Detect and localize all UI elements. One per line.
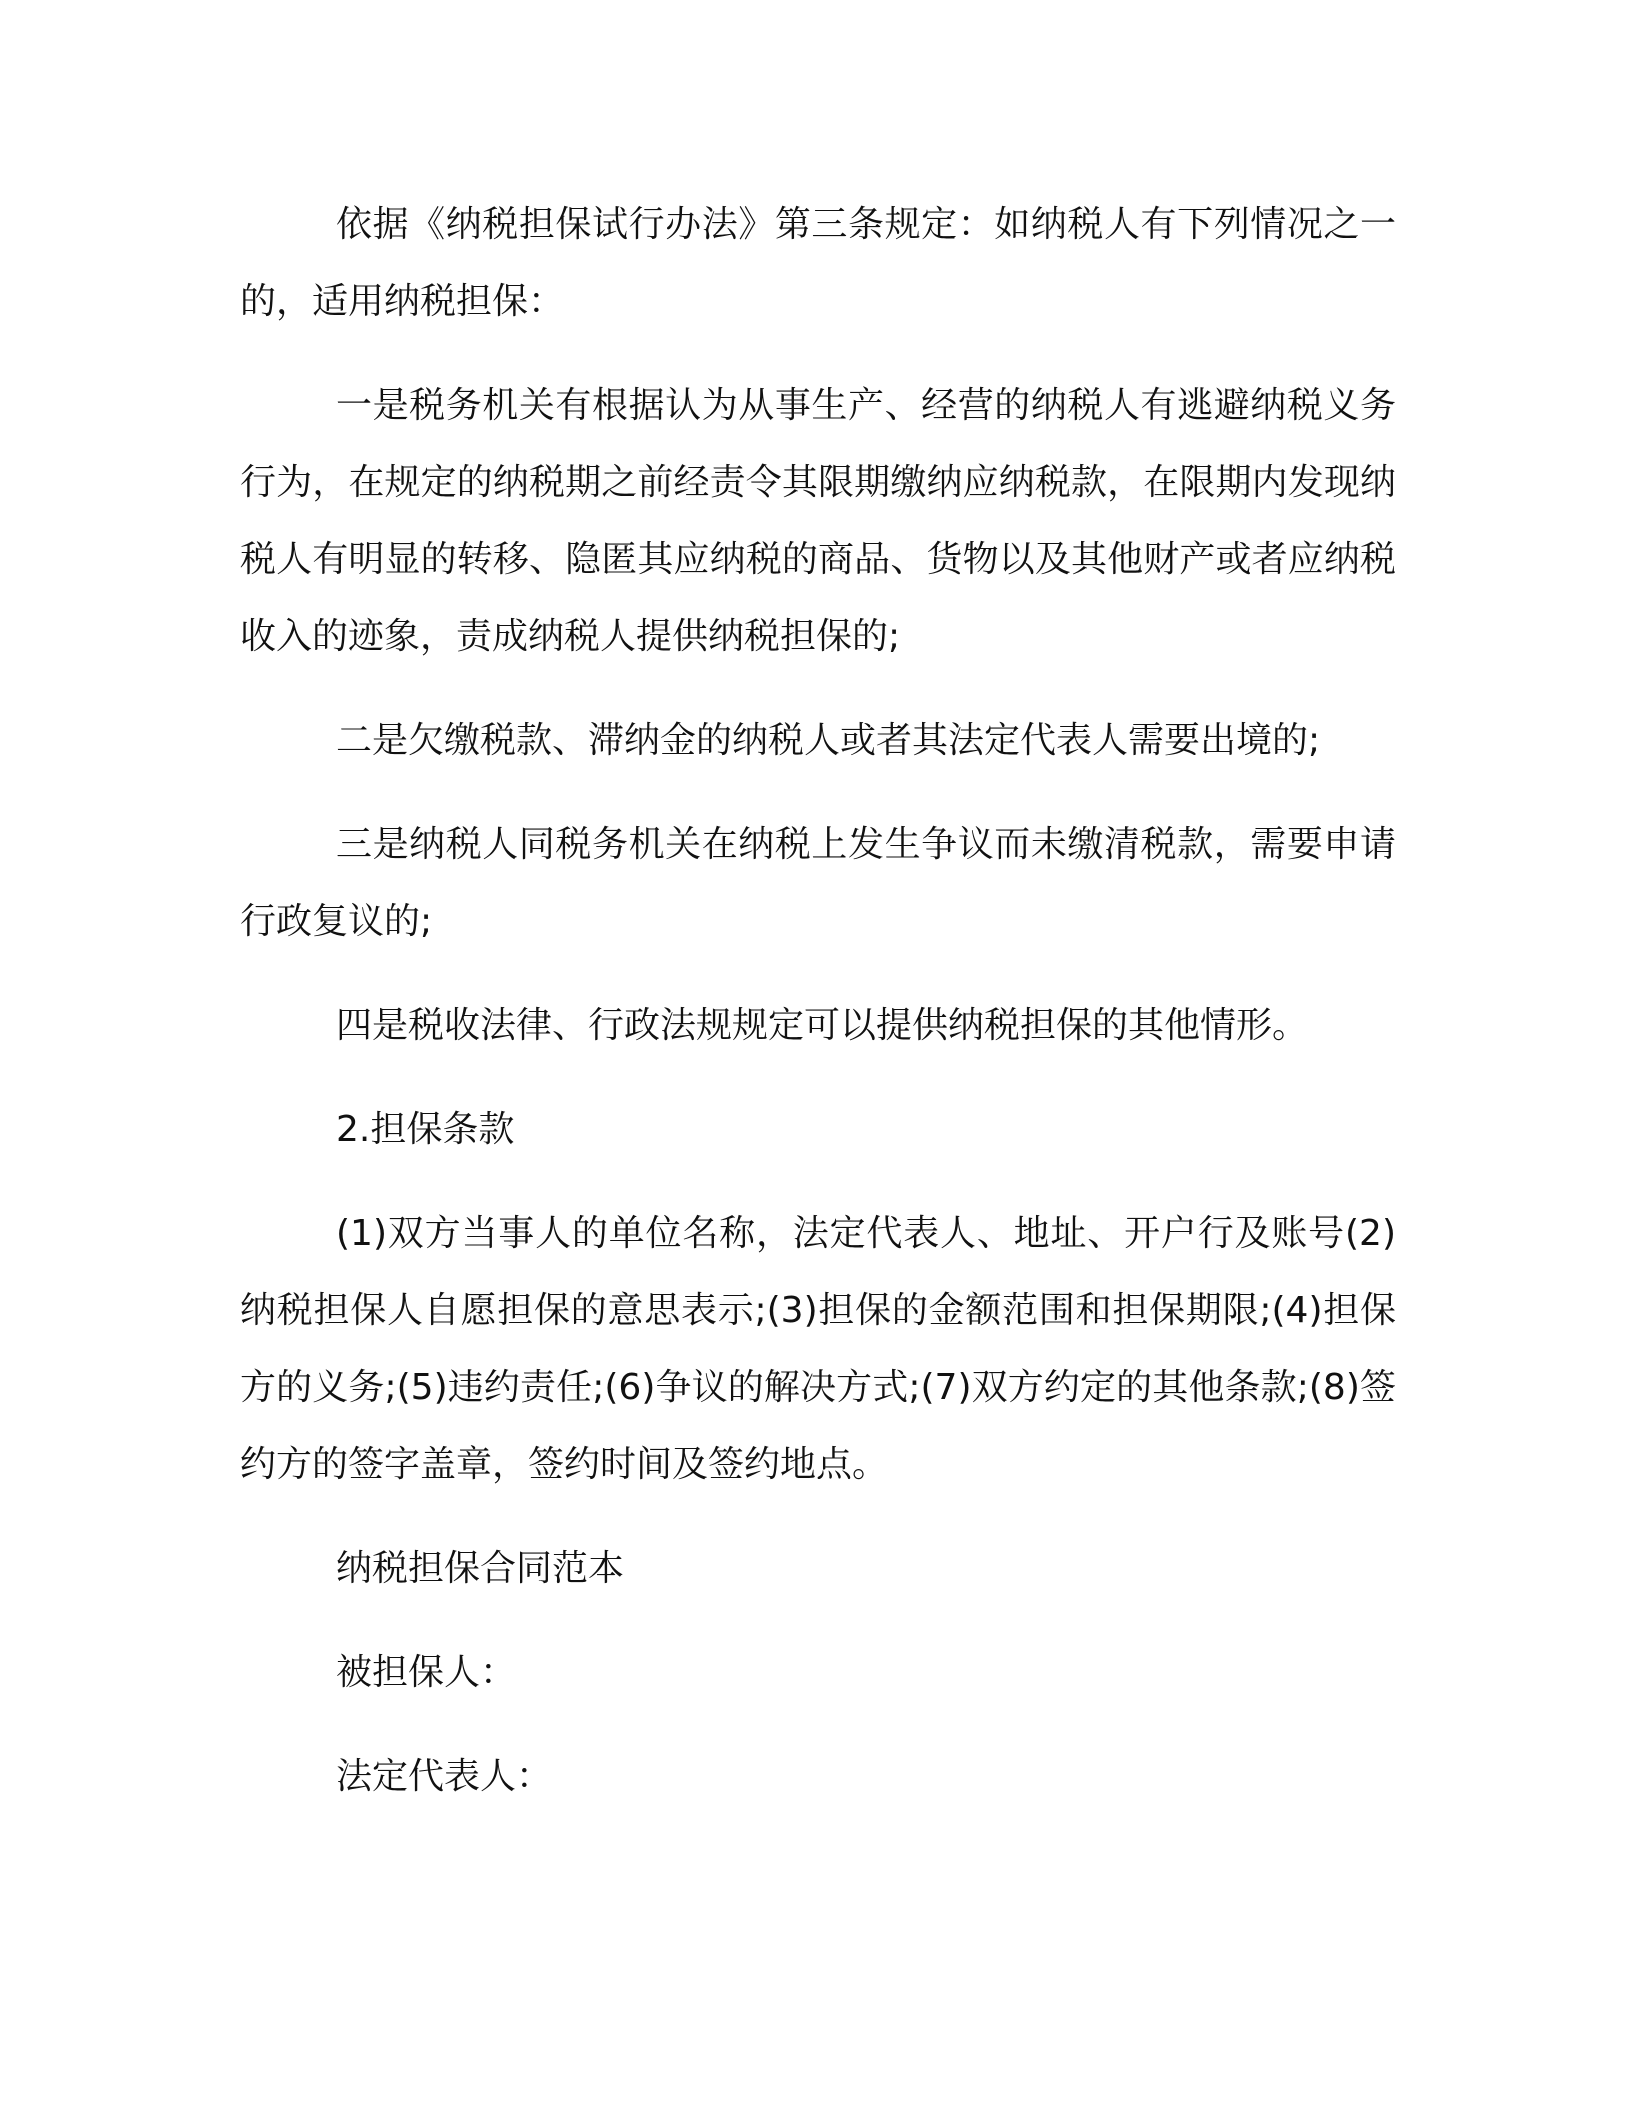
document-body (240, 186, 1396, 1842)
field-legal-representative: 法定代表人： (336, 1756, 553, 1797)
section-heading-guarantee-terms: 2.担保条款 (336, 1109, 515, 1150)
field-guaranteed-party: 被担保人： (336, 1652, 517, 1693)
contract-template-title: 纳税担保合同范本 (336, 1548, 625, 1589)
paragraph-condition-2: 二是欠缴税款、滞纳金的纳税人或者其法定代表人需要出境的; (336, 720, 1321, 761)
paragraph-condition-1: 一是税务机关有根据认为从事生产、经营的纳税人有逃避纳税义务行为，在规定的纳税期之前经责令其限期缴纳应纳税款，在限期内发现纳税人有明显的转移、隐匿其应纳税的商品、货物以及其他财产或者应纳税收入的迹象，责成纳税人提供纳税担保的; (240, 385, 1396, 657)
paragraph-condition-4: 四是税收法律、行政法规规定可以提供纳税担保的其他情形。 (336, 1005, 1309, 1046)
paragraph-condition-3: 三是纳税人同税务机关在纳税上发生争议而未缴清税款，需要申请行政复议的; (240, 824, 1396, 942)
paragraph-legal-basis: 依据《纳税担保试行办法》第三条规定：如纳税人有下列情况之一的，适用纳税担保： (240, 204, 1396, 322)
paragraph-guarantee-terms: (1)双方当事人的单位名称，法定代表人、地址、开户行及账号(2)纳税担保人自愿担保的意思表示;(3)担保的金额范围和担保期限;(4)担保方的义务;(5)违约责任;(6)争议的解决方式;(7)双方约定的其他条款;(8)签约方的签字盖章，签约时间及签约地点。 (240, 1213, 1396, 1485)
